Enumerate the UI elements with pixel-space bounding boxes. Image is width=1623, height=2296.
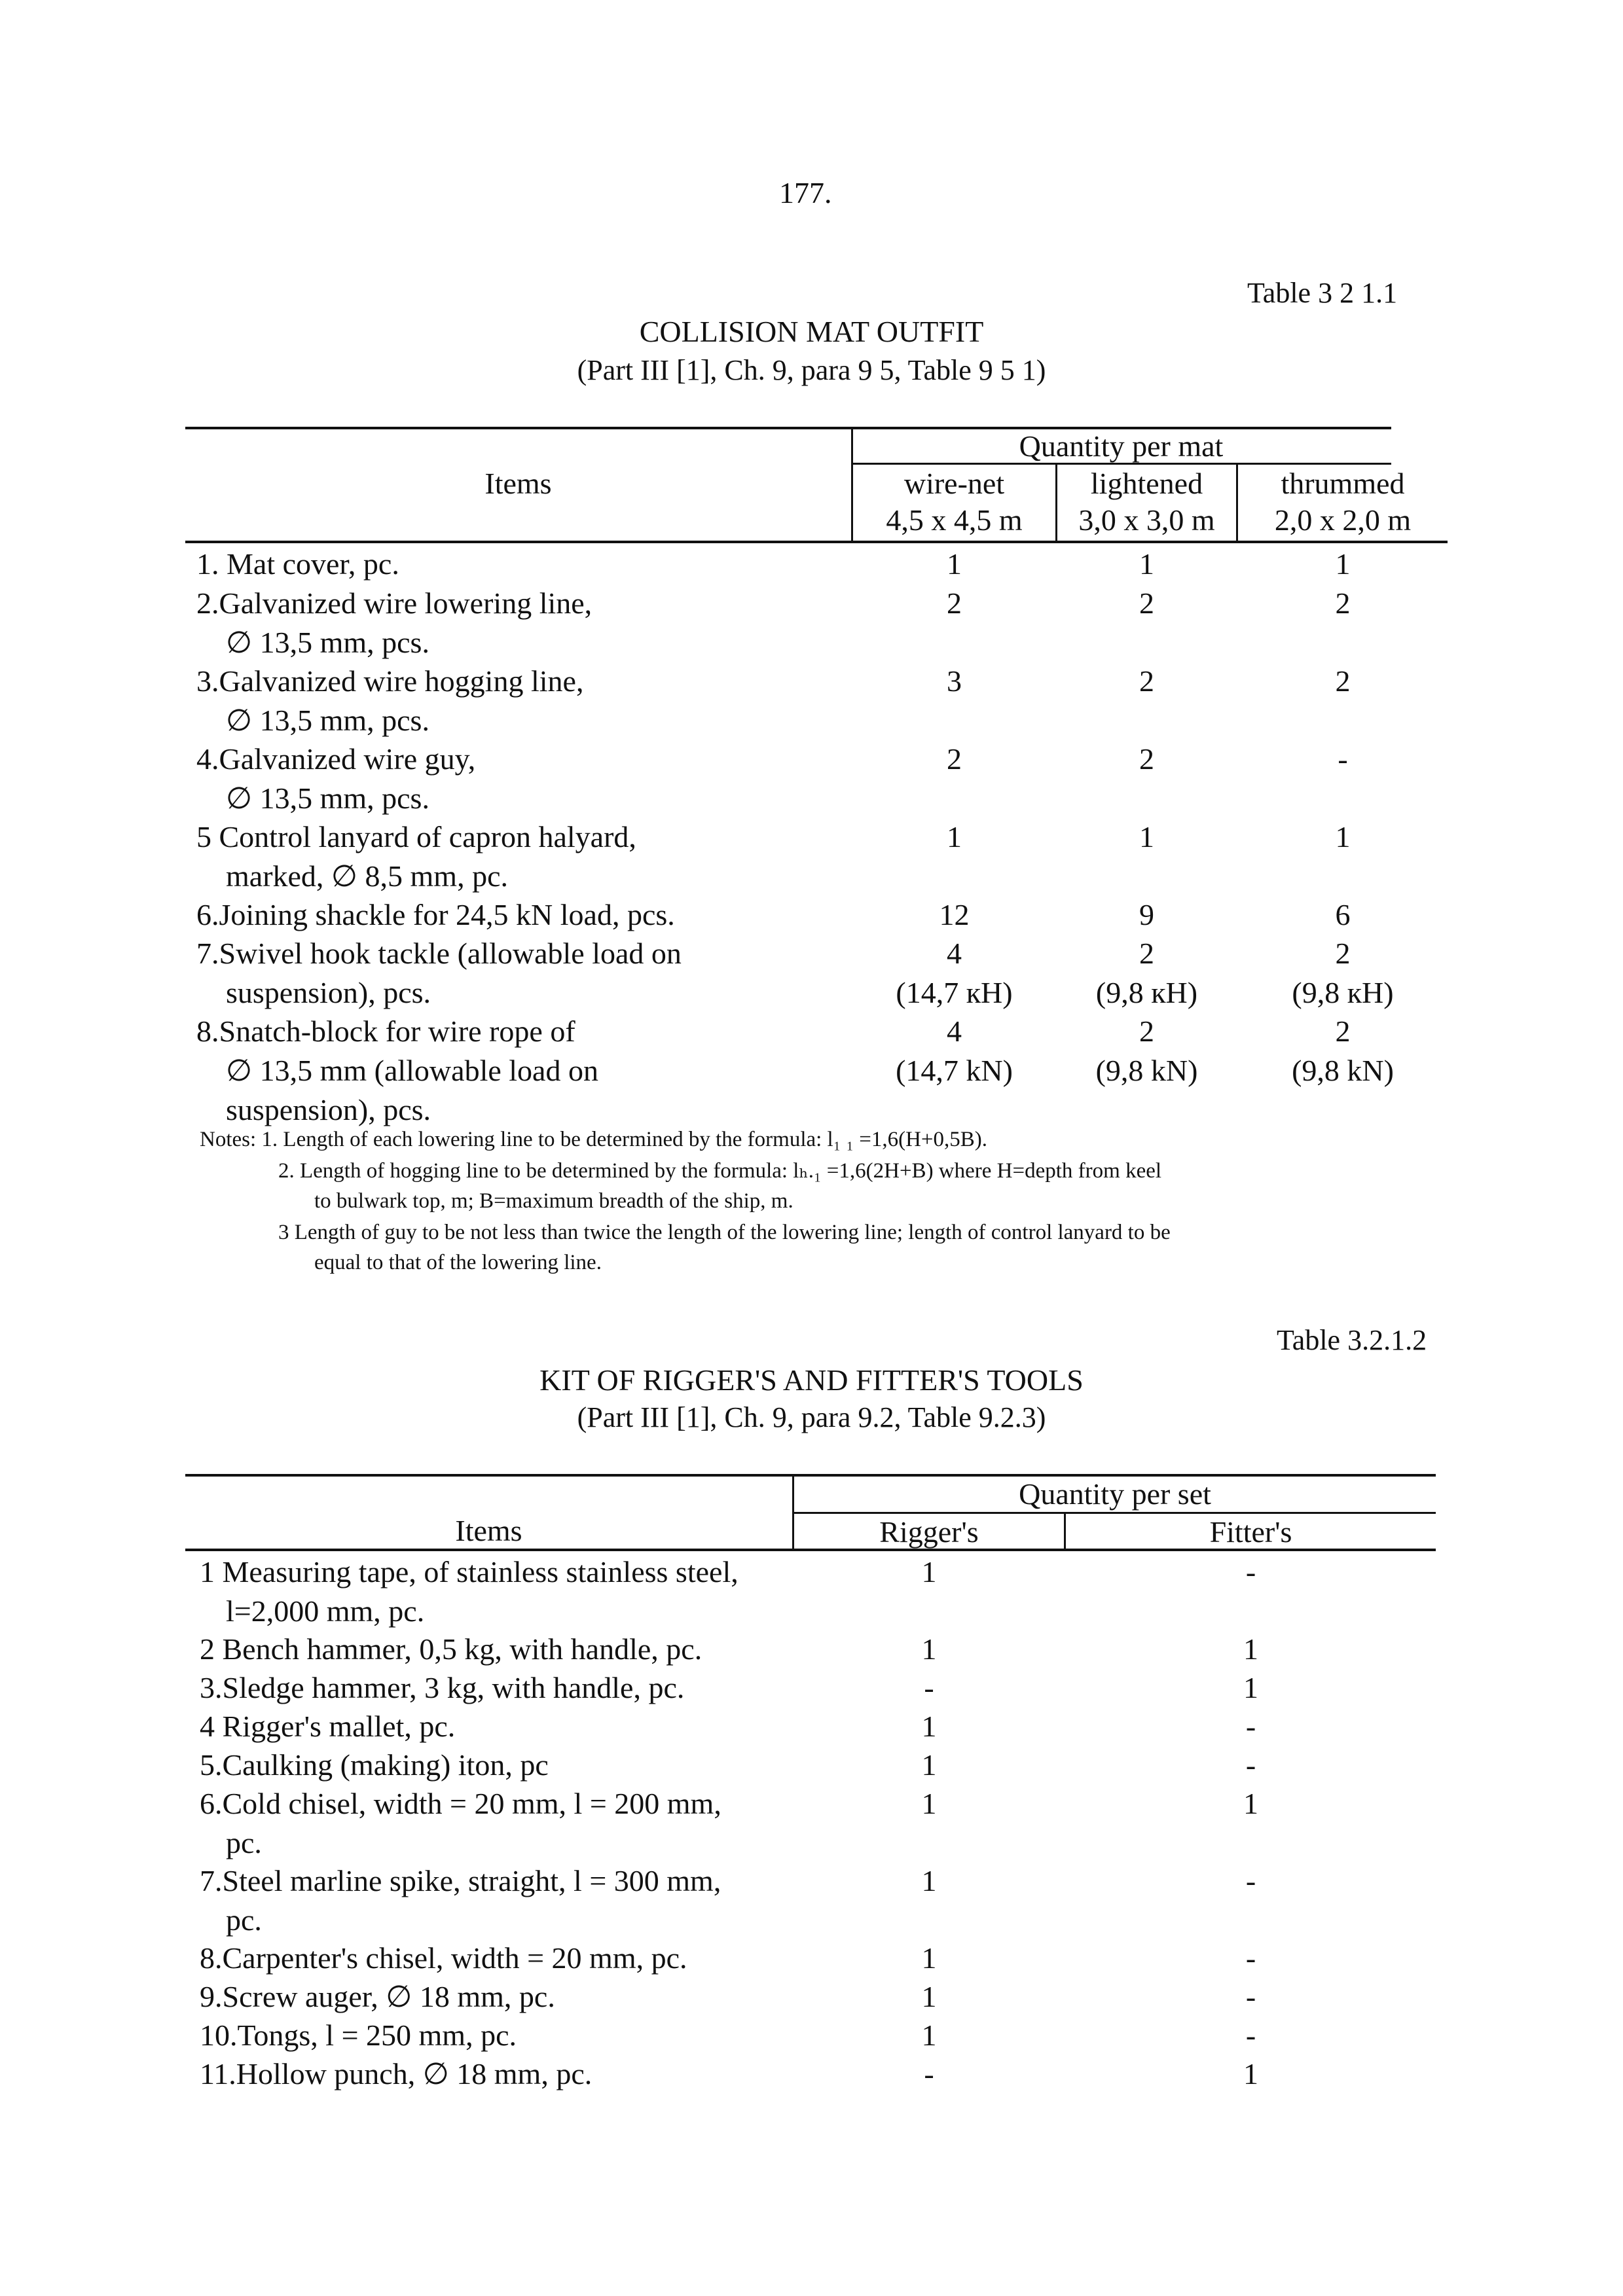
qty-riggers: 1 bbox=[921, 1748, 937, 1782]
table2-title: KIT OF RIGGER'S AND FITTER'S TOOLS bbox=[539, 1363, 1084, 1397]
note-1: Notes: 1. Length of each lowering line to be determined by the formula: l₁ ₁ =1,6(H+0,5B). bbox=[200, 1128, 988, 1151]
qty-wire-net: 1 bbox=[947, 820, 962, 853]
item-text-cont: marked, ∅ 8,5 mm, pc. bbox=[226, 859, 508, 893]
item-text-cont: suspension), pcs. bbox=[226, 1093, 431, 1126]
qty-riggers: - bbox=[924, 2057, 934, 2090]
table1-col-wire-net-size: 4,5 x 4,5 m bbox=[886, 503, 1023, 537]
item-text: 9.Screw auger, ∅ 18 mm, pc. bbox=[200, 1980, 555, 2013]
table1-items-header: Items bbox=[484, 467, 552, 500]
qty-riggers: 1 bbox=[921, 1632, 937, 1666]
item-text: 2 Bench hammer, 0,5 kg, with handle, pc. bbox=[200, 1632, 702, 1666]
qty-lightened: 2 bbox=[1139, 937, 1154, 970]
table2-group-rule bbox=[794, 1512, 1436, 1514]
table1-title: COLLISION MAT OUTFIT bbox=[639, 315, 984, 348]
item-text-cont: ∅ 13,5 mm, pcs. bbox=[226, 704, 429, 737]
qty-wire-net: 4 bbox=[947, 1014, 962, 1048]
qty-riggers: 1 bbox=[921, 1787, 937, 1820]
item-text: 6.Cold chisel, width = 20 mm, l = 200 mm, bbox=[200, 1787, 721, 1820]
qty-thrummed: 2 bbox=[1335, 1014, 1351, 1048]
qty-wire-net: 3 bbox=[947, 664, 962, 698]
table2-label: Table 3.2.1.2 bbox=[1277, 1324, 1427, 1356]
table2-group-header: Quantity per set bbox=[1019, 1477, 1211, 1511]
item-text: 8.Carpenter's chisel, width = 20 mm, pc. bbox=[200, 1941, 687, 1975]
qty-thrummed: 1 bbox=[1335, 547, 1351, 581]
item-text: 4 Rigger's mallet, pc. bbox=[200, 1710, 456, 1743]
note-3: 3 Length of guy to be not less than twice the length of the lowering line; length of control lanyard to be bbox=[278, 1221, 1171, 1244]
note-2: 2. Length of hogging line to be determined by the formula: lₕ.₁ =1,6(2H+B) where H=depth from keel bbox=[278, 1159, 1162, 1183]
note-2-cont: to bulwark top, m; B=maximum breadth of the ship, m. bbox=[314, 1189, 793, 1213]
qty-wire-net: 2 bbox=[947, 586, 962, 620]
item-text: 6.Joining shackle for 24,5 kN load, pcs. bbox=[196, 898, 675, 931]
qty-fitters: - bbox=[1245, 1941, 1256, 1975]
qty-riggers: 1 bbox=[921, 1941, 937, 1975]
load-wire-net: (14,7 kN) bbox=[896, 1054, 1013, 1087]
qty-fitters: - bbox=[1245, 1748, 1256, 1782]
table1-group-header: Quantity per mat bbox=[1019, 429, 1224, 463]
item-text-cont: pc. bbox=[226, 1903, 262, 1937]
item-text: 3.Sledge hammer, 3 kg, with handle, pc. bbox=[200, 1671, 685, 1704]
qty-riggers: 1 bbox=[921, 1864, 937, 1897]
load-thrummed: (9,8 кH) bbox=[1292, 976, 1394, 1009]
table2-col-fitters: Fitter's bbox=[1209, 1515, 1292, 1549]
qty-wire-net: 4 bbox=[947, 937, 962, 970]
table1-subtitle: (Part III [1], Ch. 9, para 9 5, Table 9 5 1) bbox=[577, 354, 1046, 386]
qty-fitters: 1 bbox=[1243, 1671, 1258, 1704]
qty-lightened: 1 bbox=[1139, 547, 1154, 581]
qty-fitters: 1 bbox=[1243, 2057, 1258, 2090]
item-text: 5 Control lanyard of capron halyard, bbox=[196, 820, 636, 853]
qty-lightened: 2 bbox=[1139, 586, 1154, 620]
note-3-cont: equal to that of the lowering line. bbox=[314, 1251, 602, 1274]
table1-label: Table 3 2 1.1 bbox=[1247, 277, 1398, 309]
load-thrummed: (9,8 kN) bbox=[1292, 1054, 1394, 1087]
qty-wire-net: 12 bbox=[939, 898, 970, 931]
table1-header-bottom-rule bbox=[185, 541, 1448, 543]
qty-lightened: 9 bbox=[1139, 898, 1154, 931]
item-text: 8.Snatch-block for wire rope of bbox=[196, 1014, 575, 1048]
qty-fitters: - bbox=[1245, 1555, 1256, 1588]
item-text: 10.Tongs, l = 250 mm, pc. bbox=[200, 2018, 517, 2052]
qty-thrummed: 2 bbox=[1335, 586, 1351, 620]
item-text: 5.Caulking (making) iton, pc bbox=[200, 1748, 549, 1782]
qty-fitters: 1 bbox=[1243, 1787, 1258, 1820]
qty-riggers: - bbox=[924, 1671, 934, 1704]
item-text: 2.Galvanized wire lowering line, bbox=[196, 586, 593, 620]
qty-thrummed: - bbox=[1338, 742, 1348, 776]
qty-fitters: - bbox=[1245, 1710, 1256, 1743]
item-text-cont: pc. bbox=[226, 1826, 262, 1859]
item-text: 11.Hollow punch, ∅ 18 mm, pc. bbox=[200, 2057, 593, 2090]
table2-subtitle: (Part III [1], Ch. 9, para 9.2, Table 9.2.3) bbox=[577, 1401, 1046, 1433]
item-text: 4.Galvanized wire guy, bbox=[196, 742, 476, 776]
qty-riggers: 1 bbox=[921, 2018, 937, 2052]
item-text-cont: ∅ 13,5 mm, pcs. bbox=[226, 781, 429, 815]
table1-col-thrummed: thrummed bbox=[1281, 467, 1405, 500]
item-text-cont: ∅ 13,5 mm (allowable load on bbox=[226, 1054, 598, 1087]
qty-wire-net: 1 bbox=[947, 547, 962, 581]
qty-riggers: 1 bbox=[921, 1980, 937, 2013]
load-lightened: (9,8 kN) bbox=[1095, 1054, 1198, 1087]
qty-thrummed: 6 bbox=[1335, 898, 1351, 931]
item-text: 1. Mat cover, pc. bbox=[196, 547, 399, 581]
item-text-cont: suspension), pcs. bbox=[226, 976, 431, 1009]
qty-riggers: 1 bbox=[921, 1710, 937, 1743]
qty-thrummed: 2 bbox=[1335, 937, 1351, 970]
table1-col-lightened: lightened bbox=[1090, 467, 1203, 500]
table2-col-riggers: Rigger's bbox=[879, 1515, 979, 1549]
qty-fitters: - bbox=[1245, 1980, 1256, 2013]
item-text: 7.Swivel hook tackle (allowable load on bbox=[196, 937, 682, 970]
item-text: 3.Galvanized wire hogging line, bbox=[196, 664, 584, 698]
item-text-cont: ∅ 13,5 mm, pcs. bbox=[226, 626, 429, 659]
item-text-cont: l=2,000 mm, pc. bbox=[226, 1594, 425, 1628]
qty-fitters: 1 bbox=[1243, 1632, 1258, 1666]
qty-lightened: 2 bbox=[1139, 664, 1154, 698]
qty-lightened: 2 bbox=[1139, 742, 1154, 776]
qty-riggers: 1 bbox=[921, 1555, 937, 1588]
qty-thrummed: 1 bbox=[1335, 820, 1351, 853]
qty-wire-net: 2 bbox=[947, 742, 962, 776]
qty-lightened: 1 bbox=[1139, 820, 1154, 853]
page-number: 177. bbox=[779, 176, 832, 209]
table1-col-thrummed-size: 2,0 x 2,0 m bbox=[1274, 503, 1412, 537]
table1-col-wire-net: wire-net bbox=[903, 467, 1005, 500]
item-text: 1 Measuring tape, of stainless stainless steel, bbox=[200, 1555, 739, 1588]
qty-fitters: - bbox=[1245, 1864, 1256, 1897]
table2-items-header: Items bbox=[455, 1514, 522, 1547]
qty-thrummed: 2 bbox=[1335, 664, 1351, 698]
load-wire-net: (14,7 кH) bbox=[896, 976, 1013, 1009]
table1-col-lightened-size: 3,0 x 3,0 m bbox=[1078, 503, 1215, 537]
item-text: 7.Steel marline spike, straight, l = 300 mm, bbox=[200, 1864, 721, 1897]
load-lightened: (9,8 кH) bbox=[1095, 976, 1198, 1009]
qty-lightened: 2 bbox=[1139, 1014, 1154, 1048]
qty-fitters: - bbox=[1245, 2018, 1256, 2052]
